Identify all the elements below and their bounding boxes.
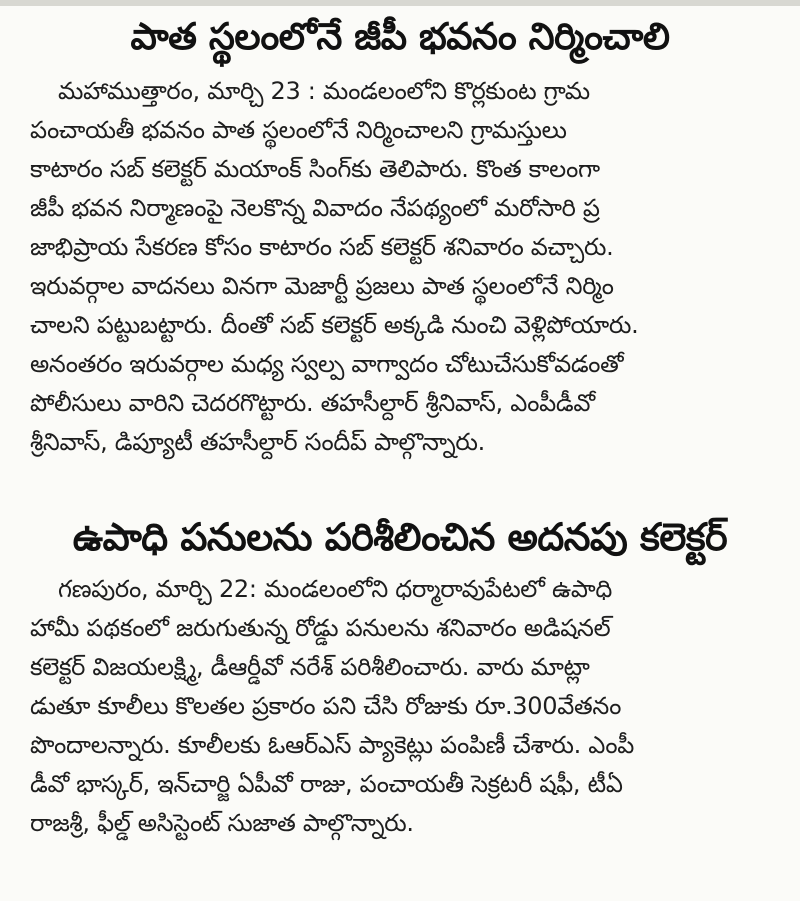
article-1-line-8: అనంతరం ఇరువర్గాల మధ్య స్వల్ప వాగ్వాదం చోటుచేసుకోవడంతో xyxy=(30,350,624,378)
article-2-line-7: రాజశ్రీ, ఫీల్డ్ అసిస్టెంట్ సుజాత పాల్గొన్నారు. xyxy=(30,809,414,837)
article-1-headline: పాత స్థలంలోనే జీపీ భవనం నిర్మించాలి xyxy=(130,15,670,58)
article-1-line-4: జీపీ భవన నిర్మాణంపై నెలకొన్న వివాదం నేపథ్యంలో మరోసారి ప్ర xyxy=(30,194,600,222)
article-1-body xyxy=(30,72,790,462)
article-1-line-1: మహాముత్తారం, మార్చి 23 : మండలంలోని కొర్లకుంట గ్రామ xyxy=(58,77,590,105)
article-2-line-4: డుతూ కూలీలు కొలతల ప్రకారం పని చేసి రోజుకు రూ.300వేతనం xyxy=(30,692,622,720)
article-2-line-6: డీవో భాస్కర్, ఇన్‌చార్జి ఏపీవో రాజు, పంచాయతీ సెక్రటరీ షఫీ, టీఏ xyxy=(30,770,623,798)
article-2-line-3: కలెక్టర్ విజయలక్ష్మి, డీఆర్డీవో నరేశ్ పరిశీలించారు. వారు మాట్లా xyxy=(30,653,590,681)
article-1-line-3: కాటారం సబ్ కలెక్టర్ మయాంక్ సింగ్‌కు తెలిపారు. కొంత కాలంగా xyxy=(30,155,600,183)
article-1-line-7: చాలని పట్టుబట్టారు. దీంతో సబ్ కలెక్టర్ అక్కడి నుంచి వెళ్లిపోయారు. xyxy=(30,311,639,339)
article-1-line-5: జాభిప్రాయ సేకరణ కోసం కాటారం సబ్ కలెక్టర్ శనివారం వచ్చారు. xyxy=(30,233,614,261)
article-2-body xyxy=(30,570,790,843)
article-2-headline: ఉపాధి పనులను పరిశీలించిన అదనపు కలెక్టర్ xyxy=(72,515,728,559)
cut-off-previous-line xyxy=(0,0,800,6)
article-2-line-5: పొందాలన్నారు. కూలీలకు ఓఆర్ఎస్ ప్యాకెట్లు పంపిణీ చేశారు. ఎంపీ xyxy=(30,731,634,759)
article-1-line-9: పోలీసులు వారిని చెదరగొట్టారు. తహసీల్దార్ శ్రీనివాస్, ఎంపీడీవో xyxy=(30,389,595,417)
article-2-line-2: హామీ పథకంలో జరుగుతున్న రోడ్డు పనులను శనివారం అడిషనల్ xyxy=(30,614,611,642)
article-1-line-6: ఇరువర్గాల వాదనలు వినగా మెజార్టీ ప్రజలు పాత స్థలంలోనే నిర్మిం xyxy=(30,272,614,300)
article-1-line-10: శ్రీనివాస్, డిప్యూటీ తహసీల్దార్ సందీప్ పాల్గొన్నారు. xyxy=(30,428,485,456)
article-2-line-1: గణపురం, మార్చి 22: మండలంలోని ధర్మారావుపేటలో ఉపాధి xyxy=(58,575,612,603)
article-1-line-2: పంచాయతీ భవనం పాత స్థలంలోనే నిర్మించాలని గ్రామస్తులు xyxy=(30,116,567,144)
